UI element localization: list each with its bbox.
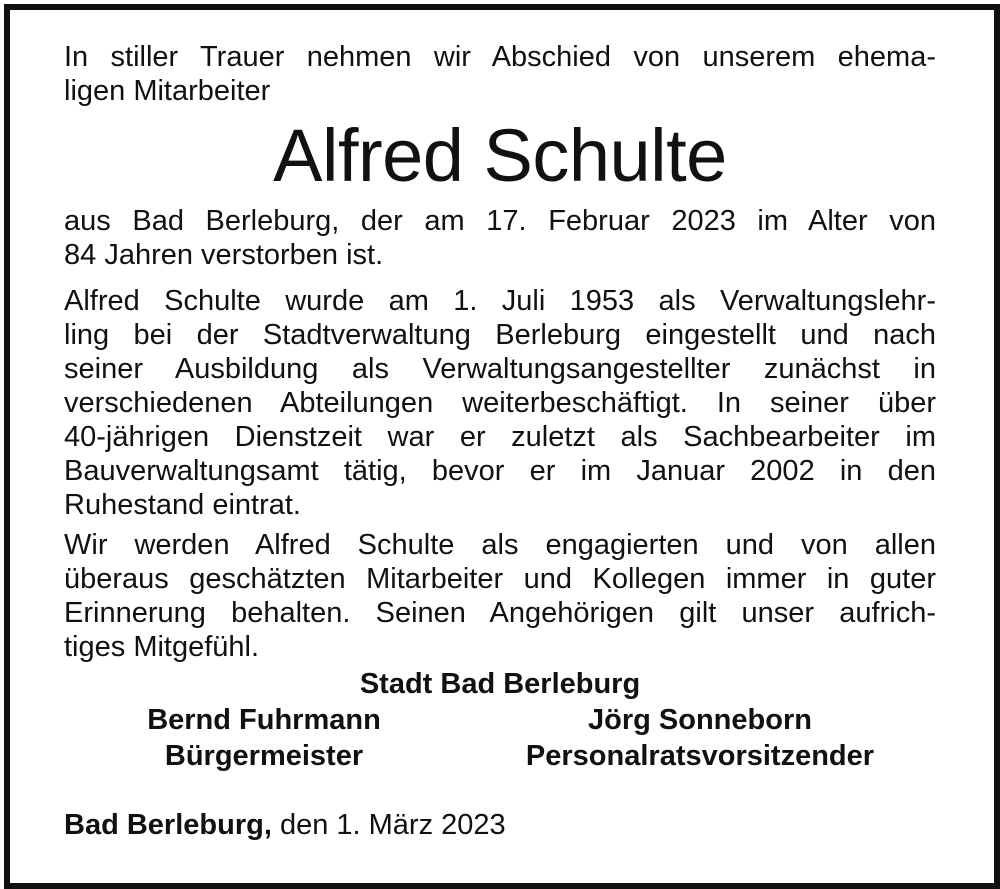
tribute-line: überaus geschätzten Mitarbeiter und Kollegen immer in guter bbox=[64, 563, 936, 595]
biography-line: verschiedenen Abteilungen weiterbeschäftigt. In seiner über bbox=[64, 387, 936, 419]
biography-line: 40-jährigen Dienstzeit war er zuletzt als Sachbearbeiter im bbox=[64, 421, 936, 453]
intro-paragraph bbox=[64, 40, 936, 108]
death-notice-paragraph bbox=[64, 204, 936, 272]
intro-line: In stiller Trauer nehmen wir Abschied von unserem ehema- bbox=[64, 41, 936, 73]
signatory-staff-council bbox=[464, 702, 936, 774]
signatory-role: Personalratsvorsitzender bbox=[525, 740, 875, 772]
death-notice-line: 84 Jahren verstorben ist. bbox=[64, 239, 384, 271]
death-notice-line: aus Bad Berleburg, der am 17. Februar 2023 im Alter von bbox=[64, 205, 936, 237]
tribute-line: tiges Mitgefühl. bbox=[64, 631, 260, 663]
signatory-role: Bürgermeister bbox=[164, 740, 364, 772]
biography-paragraph bbox=[64, 284, 936, 522]
intro-line: ligen Mitarbeiter bbox=[64, 75, 271, 107]
tribute-paragraph bbox=[64, 528, 936, 664]
deceased-name: Alfred Schulte bbox=[273, 114, 727, 197]
signatory-mayor bbox=[64, 702, 464, 774]
biography-line: Alfred Schulte wurde am 1. Juli 1953 als Verwaltungslehr- bbox=[64, 285, 936, 317]
biography-line: Ruhestand eintrat. bbox=[64, 489, 301, 521]
footer-place: Bad Berleburg, bbox=[64, 809, 272, 841]
biography-line: ling bei der Stadtverwaltung Berleburg eingestellt und nach bbox=[64, 319, 936, 351]
footer-date: den 1. März 2023 bbox=[279, 809, 506, 841]
organization-name: Stadt Bad Berleburg bbox=[359, 668, 641, 700]
tribute-line: Erinnerung behalten. Seinen Angehörigen gilt unser aufrich- bbox=[64, 597, 936, 629]
obituary-notice bbox=[64, 40, 936, 842]
biography-line: Bauverwaltungsamt tätig, bevor er im Januar 2002 in den bbox=[64, 455, 936, 487]
tribute-line: Wir werden Alfred Schulte als engagierten und von allen bbox=[64, 529, 936, 561]
signatory-name: Jörg Sonneborn bbox=[588, 704, 812, 736]
signatory-name: Bernd Fuhrmann bbox=[147, 704, 381, 736]
place-date-line bbox=[64, 808, 936, 842]
signatories bbox=[64, 702, 936, 774]
biography-line: seiner Ausbildung als Verwaltungsangestellter zunächst in bbox=[64, 353, 936, 385]
